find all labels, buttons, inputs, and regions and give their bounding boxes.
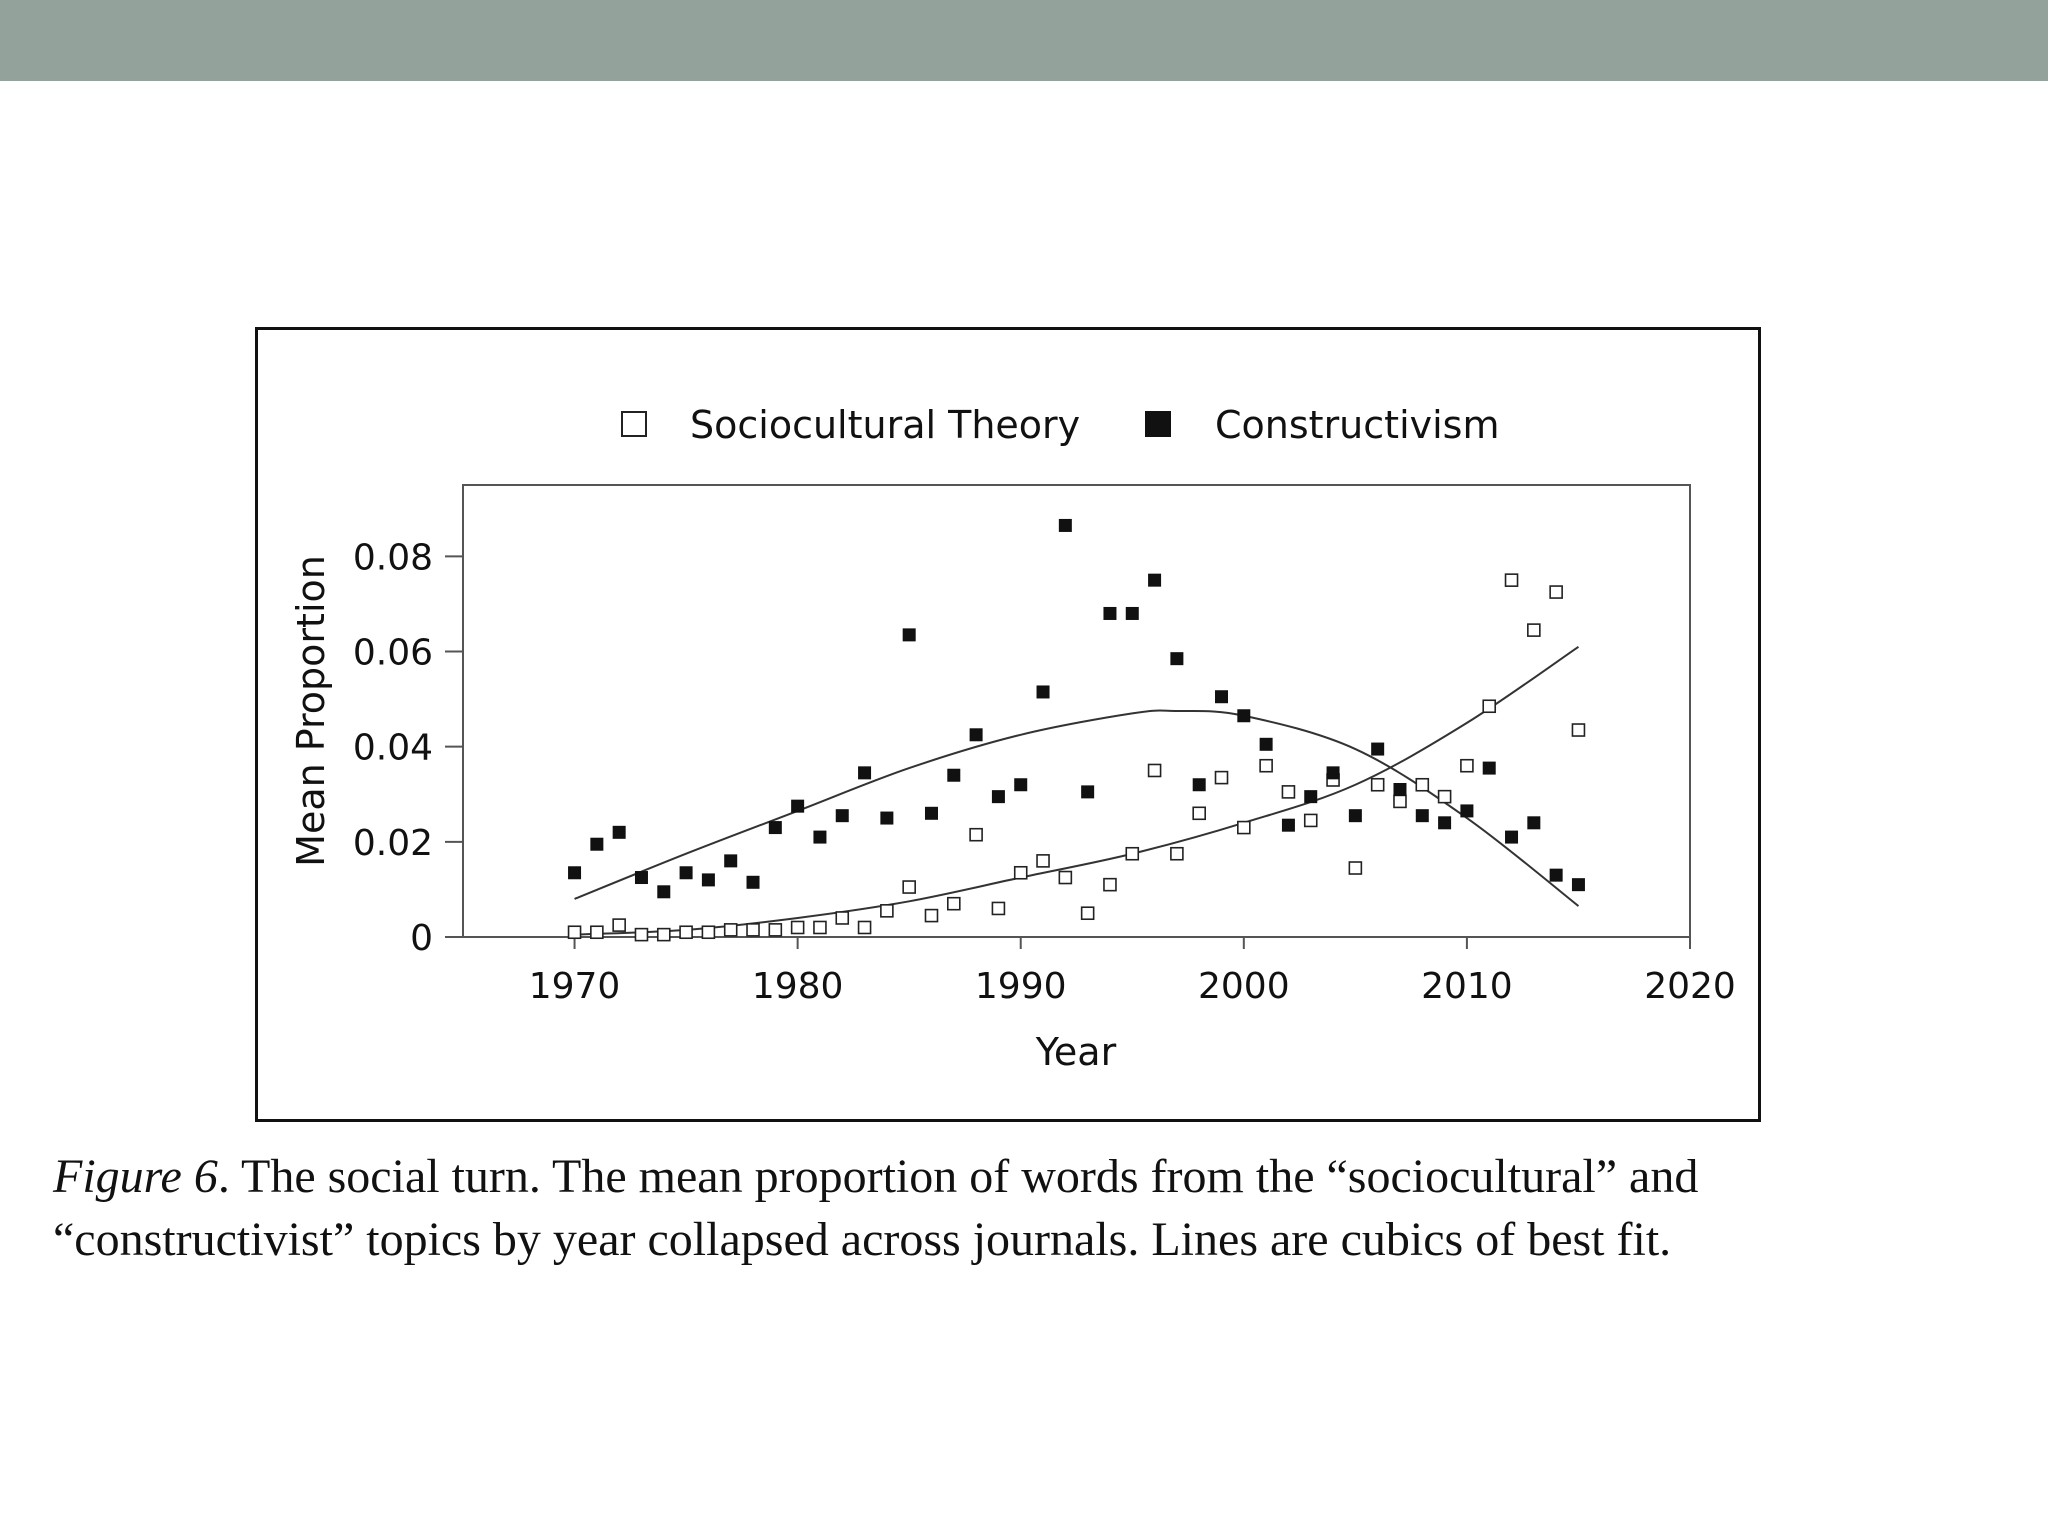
x-tick-label: 1970 xyxy=(528,966,621,1007)
y-tick-label: 0.06 xyxy=(352,632,433,674)
x-axis-label: Year xyxy=(1035,1030,1117,1074)
top-banner-band xyxy=(0,0,2048,81)
legend-label-constructivism: Constructivism xyxy=(1215,403,1500,447)
y-tick-label: 0 xyxy=(410,918,433,959)
y-tick-label: 0.04 xyxy=(352,727,433,769)
y-tick-label: 0.08 xyxy=(352,537,433,579)
caption-figure-number: Figure 6 xyxy=(53,1150,218,1203)
figure-frame xyxy=(255,327,1761,1122)
y-tick-label: 0.02 xyxy=(352,822,433,864)
y-axis-label: Mean Proportion xyxy=(289,555,333,867)
caption-line-2: “constructivist” topics by year collapsed across journals. Lines are cubics of best fit. xyxy=(53,1213,1672,1266)
figure-caption xyxy=(53,1145,2013,1271)
x-tick-label: 2020 xyxy=(1644,966,1736,1007)
x-tick-label: 1990 xyxy=(974,966,1067,1007)
x-tick-label: 1980 xyxy=(751,966,844,1007)
x-tick-label: 2010 xyxy=(1421,966,1513,1007)
x-tick-label: 2000 xyxy=(1198,966,1290,1007)
caption-line-1 xyxy=(53,1145,2013,1208)
caption-text-1: . The social turn. The mean proportion of words from the “sociocultural” and xyxy=(217,1150,1699,1203)
legend-label-sociocultural: Sociocultural Theory xyxy=(690,403,1081,447)
